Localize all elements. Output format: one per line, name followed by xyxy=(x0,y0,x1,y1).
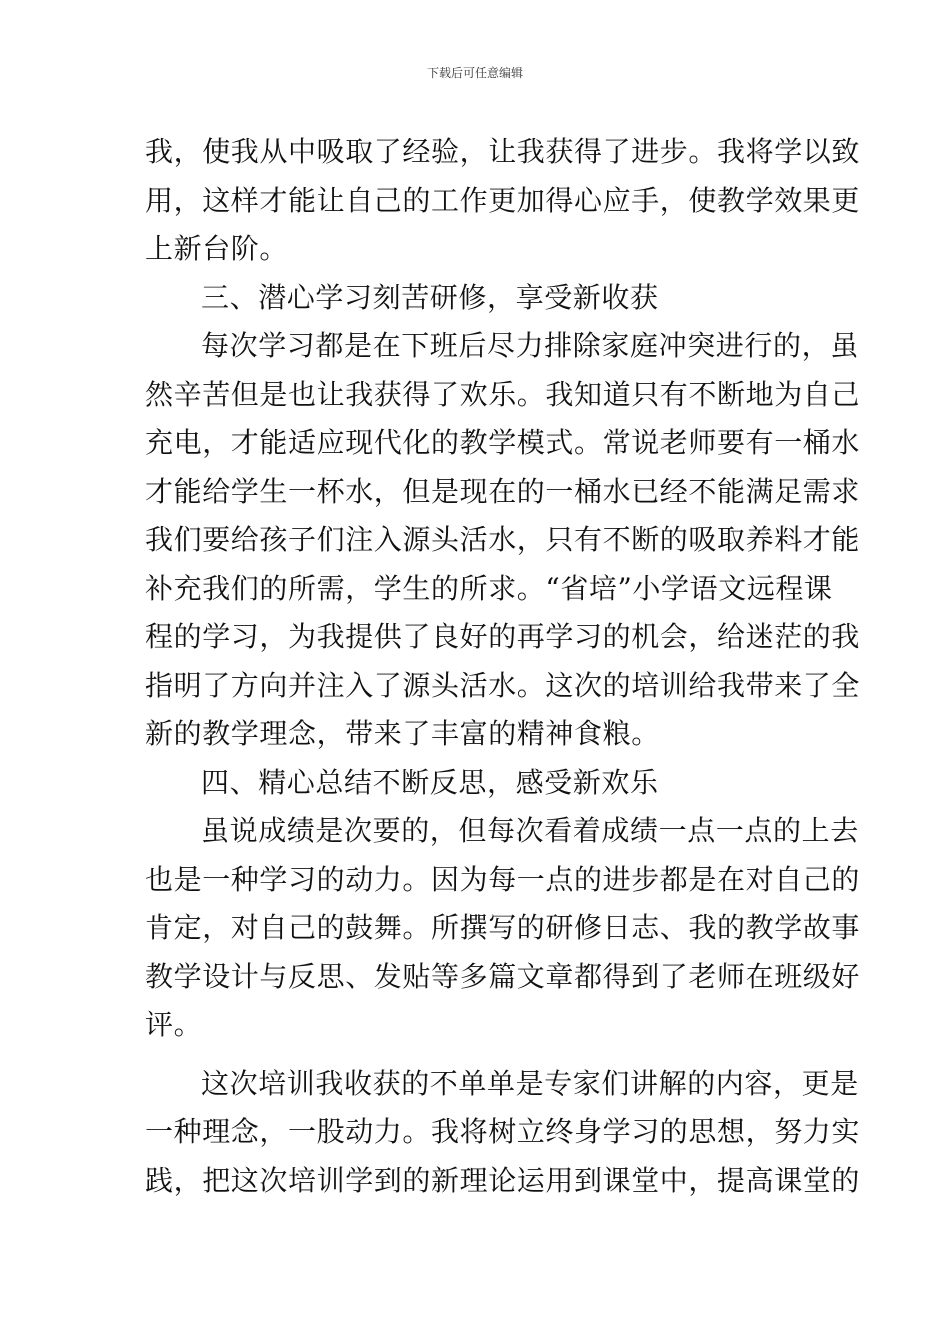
text-line: 充电，才能适应现代化的教学模式。常说老师要有一桶水 xyxy=(145,426,861,459)
text-line: 教学设计与反思、发贴等多篇文章都得到了老师在班级好 xyxy=(145,959,861,993)
text-line: 我，使我从中吸取了经验，让我获得了进步。我将学以致 xyxy=(145,135,861,168)
document-body xyxy=(145,128,861,1205)
paragraph xyxy=(145,128,861,274)
text-line: 然辛苦但是也让我获得了欢乐。我知道只有不断地为自己 xyxy=(145,377,861,411)
text-line: 一种理念，一股动力。我将树立终身学习的思想，努力实 xyxy=(145,1115,861,1148)
text-line: 也是一种学习的动力。因为每一点的进步都是在对自己的 xyxy=(145,862,861,896)
text-line: 程的学习，为我提供了良好的再学习的机会，给迷茫的我 xyxy=(145,620,861,653)
text-line: 才能给学生一杯水，但是现在的一桶水已经不能满足需求 xyxy=(145,474,861,508)
text-line: 每次学习都是在下班后尽力排除家庭冲突进行的，虽 xyxy=(201,329,859,362)
paragraph-gap xyxy=(145,1050,807,1060)
text-line: 新的教学理念，带来了丰富的精神食粮。 xyxy=(145,717,660,750)
heading-line: 四、精心总结不断反思，感受新欢乐 xyxy=(201,765,659,799)
paragraph xyxy=(145,322,861,759)
heading-line: 三、潜心学习刻苦研修，享受新收获 xyxy=(201,280,659,314)
text-line: 上新台阶。 xyxy=(145,232,289,265)
text-line: 用，这样才能让自己的工作更加得心应手，使教学效果更 xyxy=(145,183,861,217)
text-line: 践，把这次培训学到的新理论运用到课堂中，提高课堂的 xyxy=(145,1163,861,1197)
text-line: 补充我们的所需，学生的所求。“省培”小学语文远程课 xyxy=(145,571,833,605)
paragraph xyxy=(145,807,861,1050)
text-line: 肯定，对自己的鼓舞。所撰写的研修日志、我的教学故事 xyxy=(145,911,861,944)
section-heading xyxy=(145,274,807,323)
paragraph xyxy=(145,1060,861,1206)
text-line: 评。 xyxy=(145,1008,203,1041)
page-header: 下载后可任意编辑 xyxy=(426,66,523,80)
section-heading xyxy=(145,759,807,808)
text-line: 指明了方向并注入了源头活水。这次的培训给我带来了全 xyxy=(145,668,861,702)
text-line: 我们要给孩子们注入源头活水，只有不断的吸取养料才能 xyxy=(145,523,861,556)
text-line: 这次培训我收获的不单单是专家们讲解的内容，更是 xyxy=(201,1066,859,1100)
text-line: 虽说成绩是次要的，但每次看着成绩一点一点的上去 xyxy=(201,814,859,847)
